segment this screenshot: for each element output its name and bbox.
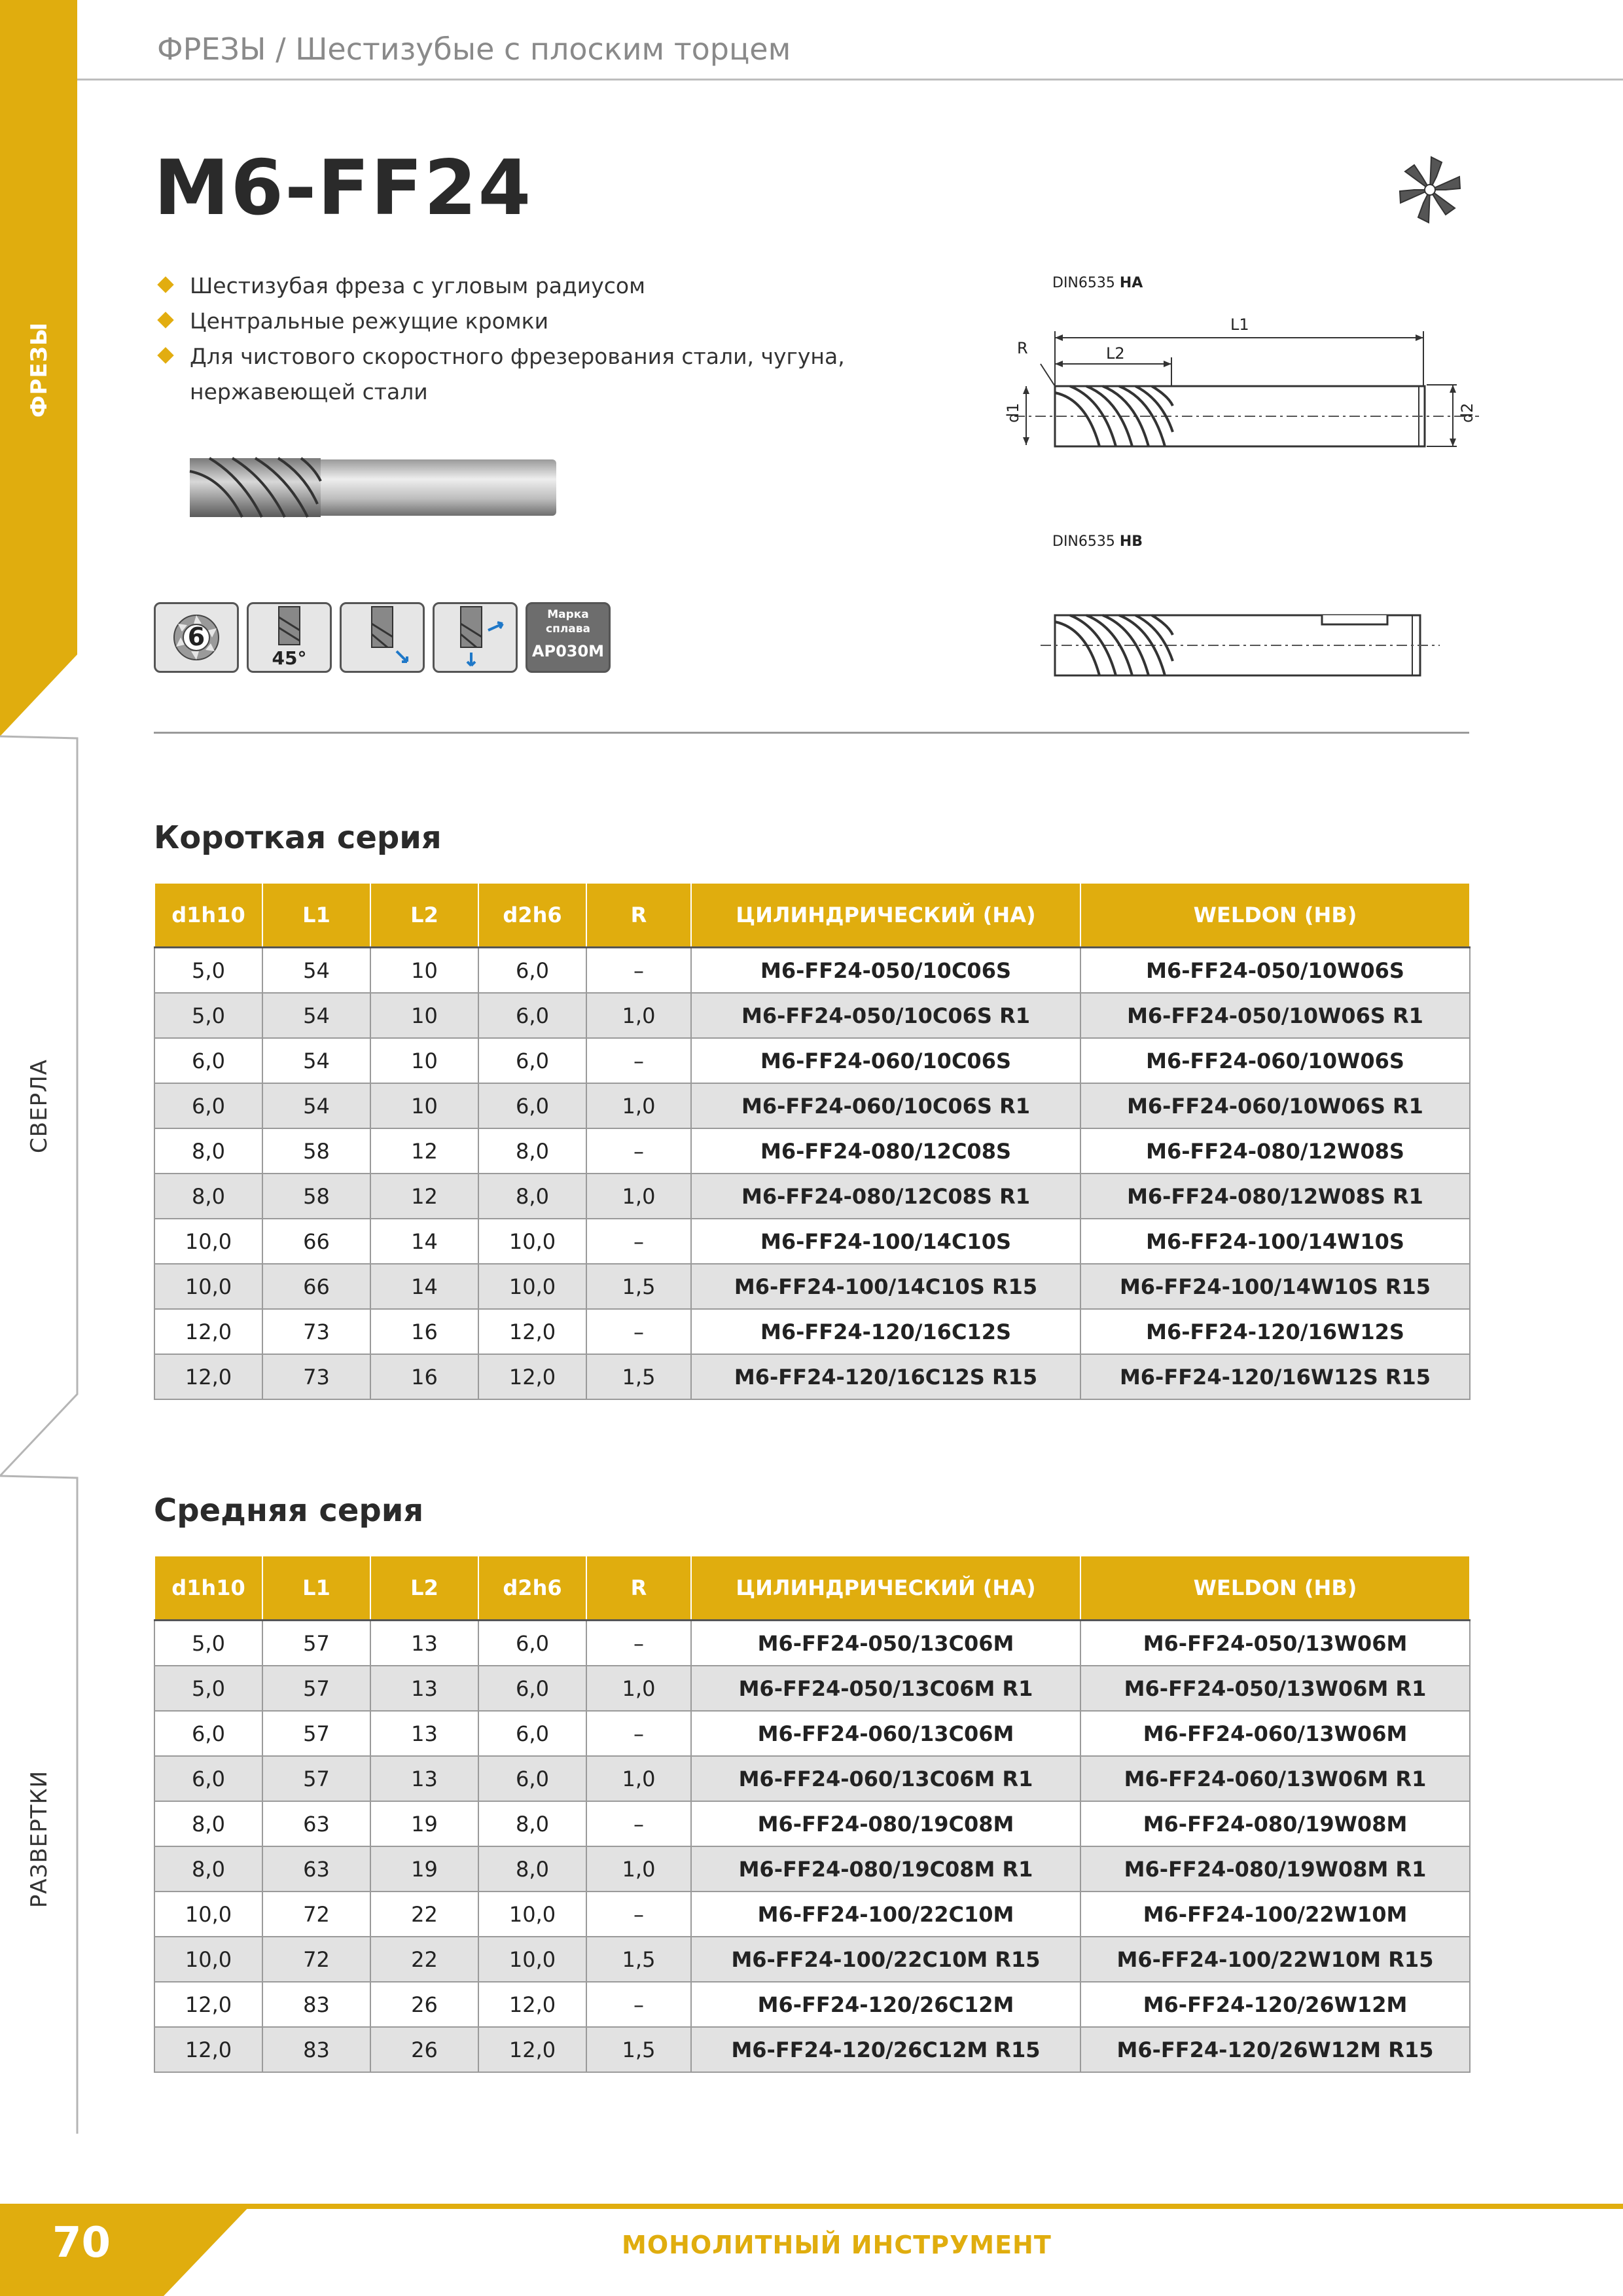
col-header: WELDON (HB) <box>1080 883 1470 948</box>
flute-count-icon: 6 <box>154 602 239 673</box>
col-header: L1 <box>262 1556 370 1621</box>
table-row <box>154 1892 1470 1937</box>
header-divider <box>77 79 1623 81</box>
cell-d1: 5,0 <box>154 1621 262 1666</box>
col-header: d2h6 <box>478 883 586 948</box>
cell-l1: 57 <box>262 1711 370 1756</box>
cell-d1: 12,0 <box>154 1309 262 1354</box>
cell-d1: 10,0 <box>154 1264 262 1309</box>
cell-code-weldon: M6-FF24-050/10W06S <box>1080 948 1470 994</box>
col-header: ЦИЛИНДРИЧЕСКИЙ (HA) <box>691 1556 1080 1621</box>
cell-l2: 19 <box>370 1801 478 1846</box>
cell-code-weldon: M6-FF24-060/10W06S R1 <box>1080 1083 1470 1128</box>
cell-code-cylindrical: M6-FF24-060/10C06S R1 <box>691 1083 1080 1128</box>
cell-d2: 10,0 <box>478 1937 586 1982</box>
page-title: M6-FF24 <box>154 144 533 232</box>
cell-code-weldon: M6-FF24-050/13W06M R1 <box>1080 1666 1470 1711</box>
cell-d1: 6,0 <box>154 1711 262 1756</box>
cell-d2: 8,0 <box>478 1846 586 1892</box>
cell-d2: 6,0 <box>478 1711 586 1756</box>
cell-code-cylindrical: M6-FF24-080/19C08M <box>691 1801 1080 1846</box>
cell-r: 1,0 <box>586 1756 691 1801</box>
cell-code-weldon: M6-FF24-120/26W12M R15 <box>1080 2027 1470 2072</box>
cell-l2: 12 <box>370 1128 478 1174</box>
feature-list <box>157 268 845 410</box>
cell-l1: 83 <box>262 2027 370 2072</box>
cell-r: – <box>586 1128 691 1174</box>
cell-r: – <box>586 1621 691 1666</box>
cell-l1: 66 <box>262 1264 370 1309</box>
table-header-row <box>154 1556 1470 1621</box>
cell-code-cylindrical: M6-FF24-050/10C06S <box>691 948 1080 994</box>
cell-l2: 14 <box>370 1264 478 1309</box>
col-header: L2 <box>370 1556 478 1621</box>
carbide-grade-badge: Марка сплава AP030M <box>526 602 611 673</box>
cell-l2: 10 <box>370 1038 478 1083</box>
cell-l2: 10 <box>370 993 478 1038</box>
cell-l2: 13 <box>370 1621 478 1666</box>
cell-code-cylindrical: M6-FF24-100/22C10M <box>691 1892 1080 1937</box>
cell-code-cylindrical: M6-FF24-100/14C10S <box>691 1219 1080 1264</box>
cell-l1: 63 <box>262 1801 370 1846</box>
table-row <box>154 2027 1470 2072</box>
table-row <box>154 1937 1470 1982</box>
cell-code-weldon: M6-FF24-120/26W12M <box>1080 1982 1470 2027</box>
side-milling-icon <box>433 602 518 673</box>
table-row <box>154 993 1470 1038</box>
cell-code-cylindrical: M6-FF24-050/13C06M R1 <box>691 1666 1080 1711</box>
cell-r: – <box>586 1982 691 2027</box>
cell-d1: 12,0 <box>154 1354 262 1399</box>
col-header: ЦИЛИНДРИЧЕСКИЙ (HA) <box>691 883 1080 948</box>
cell-r: 1,5 <box>586 2027 691 2072</box>
cell-code-weldon: M6-FF24-080/12W08S R1 <box>1080 1174 1470 1219</box>
cell-d1: 6,0 <box>154 1756 262 1801</box>
cell-d1: 12,0 <box>154 2027 262 2072</box>
dim-l2-label: L2 <box>1106 344 1125 363</box>
bullet-diamond-icon <box>157 347 173 363</box>
cell-r: – <box>586 948 691 994</box>
cell-code-cylindrical: M6-FF24-120/16C12S R15 <box>691 1354 1080 1399</box>
col-header: R <box>586 1556 691 1621</box>
cell-r: – <box>586 1219 691 1264</box>
drawing-ha-label: DIN6535 HA <box>1052 275 1143 291</box>
cell-l1: 72 <box>262 1892 370 1937</box>
table-row <box>154 1982 1470 2027</box>
breadcrumb: ФРЕЗЫ / Шестизубые с плоским торцем <box>157 31 791 67</box>
feature-item: Шестизубая фреза с угловым радиусом <box>157 268 845 304</box>
bullet-diamond-icon <box>157 312 173 328</box>
plunge-milling-icon <box>340 602 425 673</box>
col-header: d2h6 <box>478 1556 586 1621</box>
table-row <box>154 1038 1470 1083</box>
col-header: d1h10 <box>154 883 262 948</box>
cell-l2: 22 <box>370 1892 478 1937</box>
cell-d2: 12,0 <box>478 1309 586 1354</box>
cell-l2: 22 <box>370 1937 478 1982</box>
cell-code-weldon: M6-FF24-060/10W06S <box>1080 1038 1470 1083</box>
cell-l1: 54 <box>262 993 370 1038</box>
cell-code-cylindrical: M6-FF24-120/26C12M R15 <box>691 2027 1080 2072</box>
dim-r-label: R <box>1017 339 1028 357</box>
helix-angle-icon: 45° <box>247 602 332 673</box>
cell-d2: 6,0 <box>478 1083 586 1128</box>
cell-l1: 54 <box>262 1083 370 1128</box>
dim-d2-label: d2 <box>1458 403 1476 423</box>
cell-r: 1,0 <box>586 1174 691 1219</box>
table-row <box>154 1621 1470 1666</box>
cell-code-weldon: M6-FF24-100/22W10M R15 <box>1080 1937 1470 1982</box>
cell-code-cylindrical: M6-FF24-060/13C06M <box>691 1711 1080 1756</box>
cell-d1: 8,0 <box>154 1174 262 1219</box>
feature-item-continuation: нержавеющей стали <box>190 379 428 404</box>
table-row <box>154 1174 1470 1219</box>
cell-d1: 5,0 <box>154 1666 262 1711</box>
page-number: 70 <box>52 2219 111 2267</box>
col-header: d1h10 <box>154 1556 262 1621</box>
cell-d1: 10,0 <box>154 1892 262 1937</box>
cell-r: – <box>586 1711 691 1756</box>
short-series-body <box>154 948 1470 1400</box>
cell-l2: 12 <box>370 1174 478 1219</box>
cell-l1: 72 <box>262 1937 370 1982</box>
cell-code-weldon: M6-FF24-060/13W06M <box>1080 1711 1470 1756</box>
cell-d2: 6,0 <box>478 948 586 994</box>
cell-r: 1,0 <box>586 993 691 1038</box>
table-row <box>154 1666 1470 1711</box>
cell-l2: 16 <box>370 1309 478 1354</box>
cell-l2: 10 <box>370 1083 478 1128</box>
table-row <box>154 1711 1470 1756</box>
cell-d2: 6,0 <box>478 993 586 1038</box>
table-header-row <box>154 883 1470 948</box>
cell-d2: 8,0 <box>478 1128 586 1174</box>
cell-code-cylindrical: M6-FF24-060/10C06S <box>691 1038 1080 1083</box>
cell-d1: 5,0 <box>154 948 262 994</box>
tab-frezy[interactable]: ФРЕЗЫ <box>26 321 52 418</box>
cell-r: 1,5 <box>586 1264 691 1309</box>
cell-code-weldon: M6-FF24-080/19W08M <box>1080 1801 1470 1846</box>
cell-l1: 58 <box>262 1174 370 1219</box>
cell-d2: 10,0 <box>478 1219 586 1264</box>
tab-sverla[interactable]: СВЕРЛА <box>26 1059 52 1153</box>
cell-l2: 19 <box>370 1846 478 1892</box>
section-divider <box>154 732 1469 734</box>
bullet-diamond-icon <box>157 276 173 293</box>
cell-code-weldon: M6-FF24-120/16W12S <box>1080 1309 1470 1354</box>
cell-code-cylindrical: M6-FF24-050/10C06S R1 <box>691 993 1080 1038</box>
cell-d2: 6,0 <box>478 1666 586 1711</box>
cell-l1: 73 <box>262 1309 370 1354</box>
cell-code-weldon: M6-FF24-050/13W06M <box>1080 1621 1470 1666</box>
table-row <box>154 1083 1470 1128</box>
table-row <box>154 1128 1470 1174</box>
cell-d1: 10,0 <box>154 1937 262 1982</box>
col-header: L2 <box>370 883 478 948</box>
cell-d1: 6,0 <box>154 1038 262 1083</box>
cell-l2: 13 <box>370 1756 478 1801</box>
six-flute-cross-section-icon <box>1391 151 1469 229</box>
cell-d2: 8,0 <box>478 1801 586 1846</box>
cell-l1: 58 <box>262 1128 370 1174</box>
cell-d2: 12,0 <box>478 1982 586 2027</box>
cell-d2: 6,0 <box>478 1038 586 1083</box>
cell-d1: 5,0 <box>154 993 262 1038</box>
cell-l2: 26 <box>370 1982 478 2027</box>
table-row <box>154 1846 1470 1892</box>
feature-item: Центральные режущие кромки <box>157 304 845 339</box>
medium-series-title: Средняя серия <box>154 1492 424 1529</box>
cell-l2: 16 <box>370 1354 478 1399</box>
cell-d1: 8,0 <box>154 1801 262 1846</box>
footer-title: МОНОЛИТНЫЙ ИНСТРУМЕНТ <box>622 2231 1052 2259</box>
cell-code-weldon: M6-FF24-080/19W08M R1 <box>1080 1846 1470 1892</box>
table-row <box>154 948 1470 994</box>
end-mill-photo <box>183 452 563 524</box>
table-row <box>154 1264 1470 1309</box>
cell-l2: 13 <box>370 1711 478 1756</box>
cell-r: 1,0 <box>586 1083 691 1128</box>
cell-l2: 26 <box>370 2027 478 2072</box>
feature-item: Для чистового скоростного фрезерования стали, чугуна, <box>157 339 845 374</box>
cell-code-weldon: M6-FF24-100/22W10M <box>1080 1892 1470 1937</box>
cell-r: 1,5 <box>586 1354 691 1399</box>
dim-d1-label: d1 <box>1004 403 1022 423</box>
cell-code-weldon: M6-FF24-100/14W10S <box>1080 1219 1470 1264</box>
cell-l1: 57 <box>262 1621 370 1666</box>
cell-l1: 66 <box>262 1219 370 1264</box>
cell-l2: 14 <box>370 1219 478 1264</box>
short-series-title: Короткая серия <box>154 819 442 856</box>
cell-d1: 12,0 <box>154 1982 262 2027</box>
cell-code-cylindrical: M6-FF24-080/12C08S <box>691 1128 1080 1174</box>
cell-l1: 73 <box>262 1354 370 1399</box>
cell-code-weldon: M6-FF24-120/16W12S R15 <box>1080 1354 1470 1399</box>
cell-code-cylindrical: M6-FF24-050/13C06M <box>691 1621 1080 1666</box>
cell-d2: 10,0 <box>478 1264 586 1309</box>
cell-r: – <box>586 1038 691 1083</box>
cell-l2: 13 <box>370 1666 478 1711</box>
cell-d2: 8,0 <box>478 1174 586 1219</box>
cell-d2: 6,0 <box>478 1621 586 1666</box>
cell-r: – <box>586 1309 691 1354</box>
table-row <box>154 1219 1470 1264</box>
drawing-hb <box>1041 602 1446 681</box>
cell-code-weldon: M6-FF24-050/10W06S R1 <box>1080 993 1470 1038</box>
cell-r: – <box>586 1892 691 1937</box>
table-row <box>154 1801 1470 1846</box>
cell-l1: 54 <box>262 1038 370 1083</box>
cell-r: – <box>586 1801 691 1846</box>
col-header: L1 <box>262 883 370 948</box>
short-series-table <box>154 882 1471 1400</box>
cell-d1: 10,0 <box>154 1219 262 1264</box>
cell-code-cylindrical: M6-FF24-100/14C10S R15 <box>691 1264 1080 1309</box>
col-header: R <box>586 883 691 948</box>
cell-d2: 10,0 <box>478 1892 586 1937</box>
feature-icons <box>154 602 611 673</box>
cell-d1: 8,0 <box>154 1128 262 1174</box>
cell-code-cylindrical: M6-FF24-080/19C08M R1 <box>691 1846 1080 1892</box>
dim-l1-label: L1 <box>1230 315 1249 334</box>
cell-d2: 6,0 <box>478 1756 586 1801</box>
cell-r: 1,0 <box>586 1666 691 1711</box>
cell-code-cylindrical: M6-FF24-120/26C12M <box>691 1982 1080 2027</box>
cell-l2: 10 <box>370 948 478 994</box>
drawing-ha <box>995 308 1505 458</box>
cell-l1: 57 <box>262 1666 370 1711</box>
cell-l1: 57 <box>262 1756 370 1801</box>
drawing-hb-label: DIN6535 HB <box>1052 533 1143 550</box>
medium-series-body <box>154 1621 1470 2073</box>
cell-d2: 12,0 <box>478 2027 586 2072</box>
tab-razvertki[interactable]: РАЗВЕРТКИ <box>26 1770 52 1909</box>
cell-code-cylindrical: M6-FF24-120/16C12S <box>691 1309 1080 1354</box>
cell-r: 1,5 <box>586 1937 691 1982</box>
cell-r: 1,0 <box>586 1846 691 1892</box>
cell-code-cylindrical: M6-FF24-080/12C08S R1 <box>691 1174 1080 1219</box>
cell-code-cylindrical: M6-FF24-060/13C06M R1 <box>691 1756 1080 1801</box>
cell-d1: 8,0 <box>154 1846 262 1892</box>
cell-code-cylindrical: M6-FF24-100/22C10M R15 <box>691 1937 1080 1982</box>
cell-l1: 54 <box>262 948 370 994</box>
table-row <box>154 1756 1470 1801</box>
cell-l1: 83 <box>262 1982 370 2027</box>
table-row <box>154 1354 1470 1399</box>
medium-series-table <box>154 1555 1471 2073</box>
page-number-tab <box>0 2204 262 2296</box>
cell-d2: 12,0 <box>478 1354 586 1399</box>
cell-code-weldon: M6-FF24-060/13W06M R1 <box>1080 1756 1470 1801</box>
table-row <box>154 1309 1470 1354</box>
cell-l1: 63 <box>262 1846 370 1892</box>
col-header: WELDON (HB) <box>1080 1556 1470 1621</box>
cell-code-weldon: M6-FF24-080/12W08S <box>1080 1128 1470 1174</box>
cell-d1: 6,0 <box>154 1083 262 1128</box>
cell-code-weldon: M6-FF24-100/14W10S R15 <box>1080 1264 1470 1309</box>
